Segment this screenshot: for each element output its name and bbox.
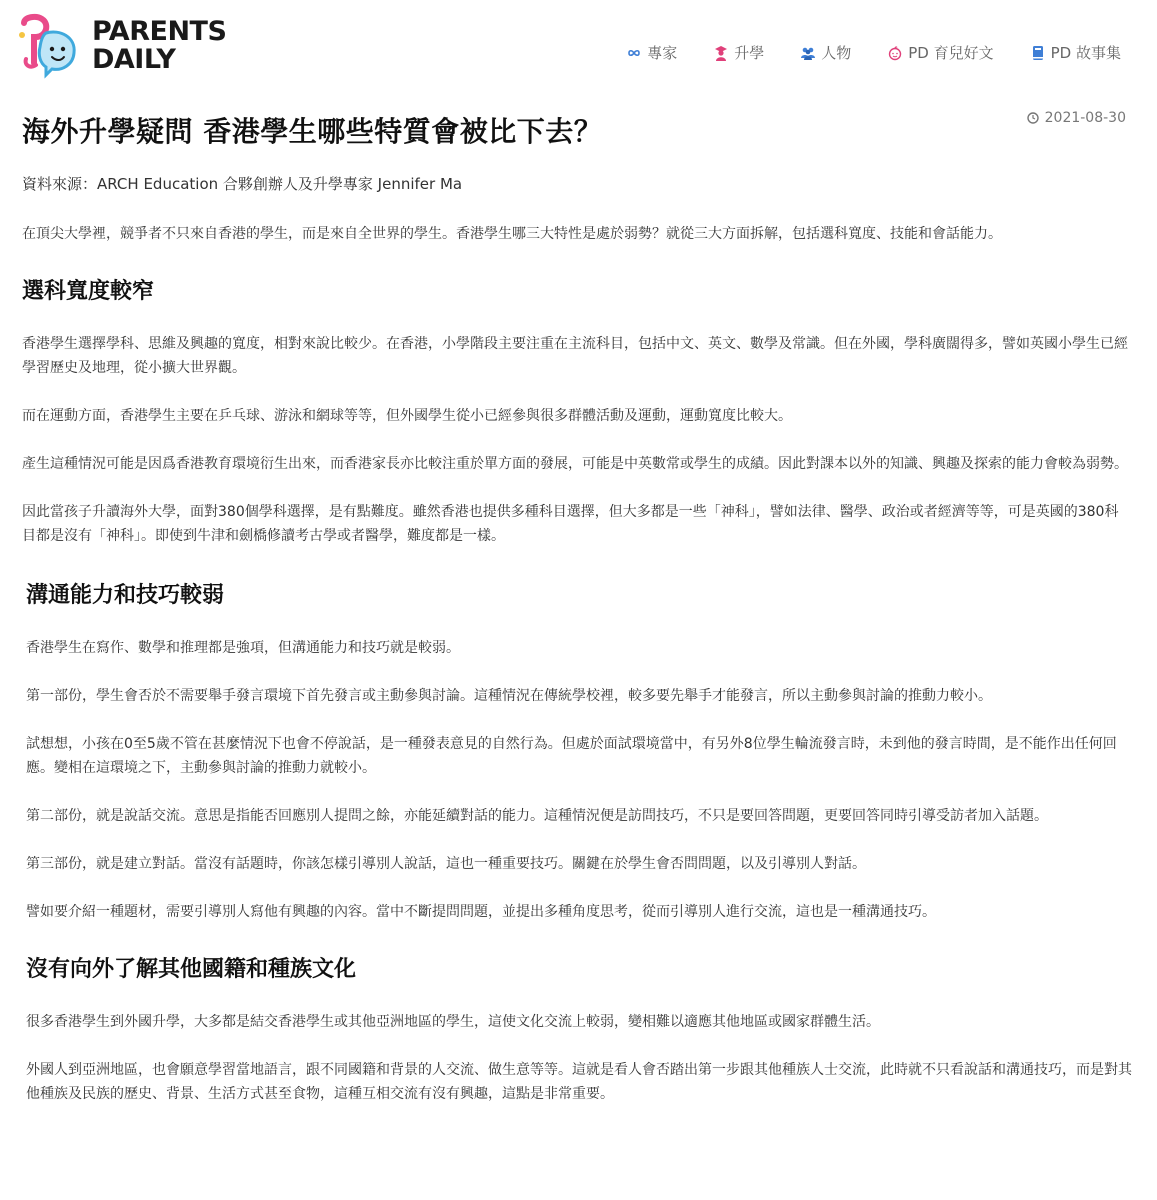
paragraph: 第一部份，學生會否於不需要舉手發言環境下首先發言或主動參與討論。這種情況在傳統學校裡，較多要先舉手才能發言，所以主動參與討論的推動力較小。 <box>26 688 992 704</box>
paragraph: 外國人到亞洲地區，也會願意學習當地語言，跟不同國籍和背景的人交流、做生意等等。這就是看人會否踏出第一步跟其他種族人士交流，此時就不只看說話和溝通技巧，而是對其他種族及民族的歷史、背景、生活方式甚至食物，這種互相交流有沒有興趣，這點是非常重要。 <box>26 1062 1132 1102</box>
graduate-icon <box>713 45 729 61</box>
site-header <box>0 0 1157 95</box>
paragraph: 因此當孩子升讀海外大學，面對380個學科選擇，是有點難度。雖然香港也提供多種科目選擇，但大多都是一些「神科」，譬如法律、醫學、政治或者經濟等等，可是英國的380科目都是沒有「神科」。即使到牛津和劍橋修讀考古學或者醫學，難度都是一樣。 <box>22 504 1119 544</box>
paragraph: 而在運動方面，香港學生主要在乒乓球、游泳和網球等等，但外國學生從小已經參與很多群體活動及運動，運動寬度比較大。 <box>22 408 792 424</box>
date-text: 2021-08-30 <box>1044 110 1126 126</box>
nav-label: 人物 <box>821 44 852 62</box>
nav-label: PD 故事集 <box>1050 44 1121 62</box>
main-nav <box>590 42 1121 63</box>
article-source: 資料來源：ARCH Education 合夥創辦人及升學專家 Jennifer Ma <box>22 175 463 193</box>
paragraph: 香港學生選擇學科、思維及興趣的寬度，相對來說比較少。在香港，小學階段主要注重在主流科目，包括中文、英文、數學及常識。但在外國，學科廣闊得多，譬如英國小學生已經學習歷史及地理，從小擴大世界觀。 <box>22 336 1128 376</box>
section-heading-culture: 沒有向外了解其他國籍和種族文化 <box>26 957 357 982</box>
paragraph: 第三部份，就是建立對話。當沒有話題時，你該怎樣引導別人說話，這也一種重要技巧。關鍵在於學生會否問問題，以及引導別人對話。 <box>26 856 866 872</box>
nav-label: 升學 <box>734 44 765 62</box>
infinity-icon <box>626 45 642 61</box>
nav-label: PD 育兒好文 <box>908 44 994 62</box>
nav-item-further-studies[interactable] <box>713 42 764 63</box>
people-icon <box>800 45 816 61</box>
nav-label: 專家 <box>647 44 678 62</box>
brand-line-2: DAILY <box>92 44 176 75</box>
paragraph: 試想想，小孩在0至5歲不管在甚麼情況下也會不停說話，是一種發表意見的自然行為。但處於面試環境當中，有另外8位學生輪流發言時，未到他的發言時間，是不能作出任何回應。變相在這環境之下，主動參與討論的推動力就較小。 <box>26 736 1117 776</box>
article-title: 海外升學疑問 香港學生哪些特質會被比下去？ <box>22 115 603 148</box>
brand-name <box>92 18 226 74</box>
section-heading-subject-breadth: 選科寬度較窄 <box>22 279 155 304</box>
paragraph: 產生這種情況可能是因爲香港教育環境衍生出來，而香港家長亦比較注重於單方面的發展，可能是中英數常或學生的成績。因此對課本以外的知識、興趣及探索的能力會較為弱勢。 <box>22 456 1128 472</box>
intro-paragraph: 在頂尖大學裡，競爭者不只來自香港的學生，而是來自全世界的學生。香港學生哪三大特性是處於弱勢？就從三大方面拆解，包括選科寬度、技能和會話能力。 <box>22 226 1002 242</box>
paragraph: 香港學生在寫作、數學和推理都是強項，但溝通能力和技巧就是較弱。 <box>26 640 460 656</box>
paragraph: 很多香港學生到外國升學，大多都是結交香港學生或其他亞洲地區的學生，這使文化交流上較弱，變相難以適應其他地區或國家群體生活。 <box>26 1014 880 1030</box>
paragraph: 譬如要介紹一種題材，需要引導別人寫他有興趣的內容。當中不斷提問問題，並提出多種角度思考，從而引導別人進行交流，這也是一種溝通技巧。 <box>26 904 936 920</box>
brand-line-1: PARENTS <box>92 16 227 47</box>
nav-item-stories[interactable] <box>1030 42 1121 63</box>
site-logo[interactable] <box>16 12 236 80</box>
nav-item-parenting-articles[interactable] <box>887 42 993 63</box>
book-icon <box>1030 45 1046 61</box>
article-body <box>22 112 1132 1106</box>
baby-icon <box>887 45 903 61</box>
section-heading-communication: 溝通能力和技巧較弱 <box>26 583 225 608</box>
parents-daily-logo-icon <box>16 13 86 79</box>
nav-item-people[interactable] <box>800 42 851 63</box>
paragraph: 第二部份，就是說話交流。意思是指能否回應別人提問之餘，亦能延續對話的能力。這種情況便是訪問技巧，不只是要回答問題，更要回答同時引導受訪者加入話題。 <box>26 808 1048 824</box>
nav-item-experts[interactable] <box>626 42 677 63</box>
